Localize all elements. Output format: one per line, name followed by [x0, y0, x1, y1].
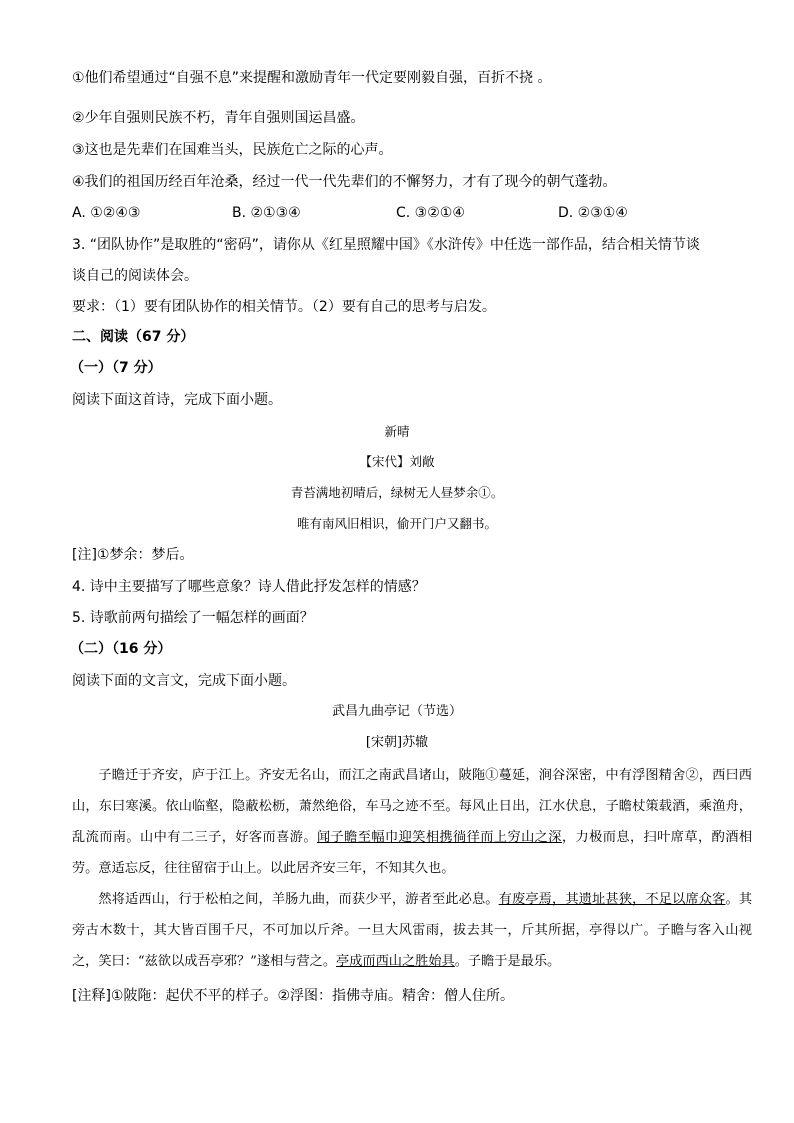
poem-author: 【宋代】刘敞	[359, 454, 435, 469]
section-heading: 二、阅读（67 分）	[72, 329, 195, 345]
underlined-sentence-1: 闻子瞻至幅巾迎笑相携徜徉而上穷山之深	[316, 830, 562, 845]
question-5: 5. 诗歌前两句描绘了一幅怎样的画面？	[72, 610, 314, 626]
question-3-requirement: 要求：（1）要有团队协作的相关情节。（2）要有自己的思考与启发。	[72, 299, 496, 315]
option-a: A. ①②④③	[72, 205, 141, 221]
passage-title: 武昌九曲亭记（节选）	[331, 704, 462, 719]
question-3-line-2: 谈自己的阅读体会。	[72, 268, 198, 284]
question-3-line-1: 3. “团队协作”是取胜的“密码”，请你从《红星照耀中国》《水浒传》中任选一部作品，结合相关情节谈	[72, 237, 700, 253]
option-c: C. ③②①④	[396, 205, 465, 221]
passage-body	[72, 760, 752, 977]
part-1-intro: 阅读下面这首诗，完成下面小题。	[72, 392, 282, 408]
sentence-1: ①他们希望通过“自强不息”来提醒和激励青年一代定要刚毅自强，百折不挠 。	[72, 70, 552, 86]
part-2-intro: 阅读下面的文言文，完成下面小题。	[72, 673, 296, 689]
sentence-2: ②少年自强则民族不朽，青年自强则国运昌盛。	[72, 110, 365, 126]
poem-note: [注]①梦余：梦后。	[72, 547, 194, 563]
sentence-3: ③这也是先辈们在国难当头，民族危亡之际的心声。	[72, 142, 393, 158]
poem-line-2: 唯有南风旧相识，偷开门户又翻书。	[296, 516, 497, 531]
part-1-heading: （一）（7 分）	[70, 360, 162, 376]
part-2-heading: （二）（16 分）	[70, 641, 172, 657]
passage-note: [注释]①陂陁：起伏不平的样子。②浮图：指佛寺庙。精舍：僧人住所。	[72, 988, 515, 1004]
poem-line-1: 青苔满地初晴后，绿树无人昼梦余①。	[290, 485, 504, 500]
sentence-4: ④我们的祖国历经百年沧桑，经过一代一代先辈们的不懈努力，才有了现今的朝气蓬勃。	[72, 174, 617, 190]
passage-paragraph-1: 子瞻迁于齐安，庐于江上。齐安无名山，而江之南武昌诸山，陂陁①蔓延，涧谷深密，中有浮图精舍②，西曰西山，东曰寒溪。依山临壑，隐蔽松枥，萧然绝俗，车马之迹不至。每风止日出，江水伏息，子瞻杖策载酒，乘渔舟，乱流而南。山中有二三子，好客而喜游。闻子瞻至幅巾迎笑相携徜徉而上穷山之深，力极而息，扫叶席草，酌酒相劳。意适忘反，往往留宿于山上。以此居齐安三年，不知其久也。	[72, 768, 753, 876]
passage-paragraph-2: 然将适西山，行于松柏之间，羊肠九曲，而获少平，游者至此必息。有废亭焉，其遗址甚狭，不足以席众客。其旁古木数十，其大皆百围千尺，不可加以斤斧。一旦大风雷雨，拔去其一，斤其所据，亭得以广。子瞻与客入山视之，笑曰：“兹欲以成吾亭邪？”遂相与营之。亭成而西山之胜始具。子瞻于是最乐。	[72, 892, 753, 969]
question-4: 4. 诗中主要描写了哪些意象？诗人借此抒发怎样的情感？	[72, 579, 426, 595]
poem-title: 新晴	[384, 424, 410, 439]
underlined-sentence-2: 有废亭焉，其遗址甚狭，不足以席众客	[498, 892, 726, 907]
option-d: D. ②③①④	[558, 205, 628, 221]
passage-author: [宋朝]苏辙	[365, 735, 429, 750]
option-b: B. ②①③④	[232, 205, 301, 221]
underlined-sentence-3: 亭成而西山之胜始具	[336, 954, 455, 969]
